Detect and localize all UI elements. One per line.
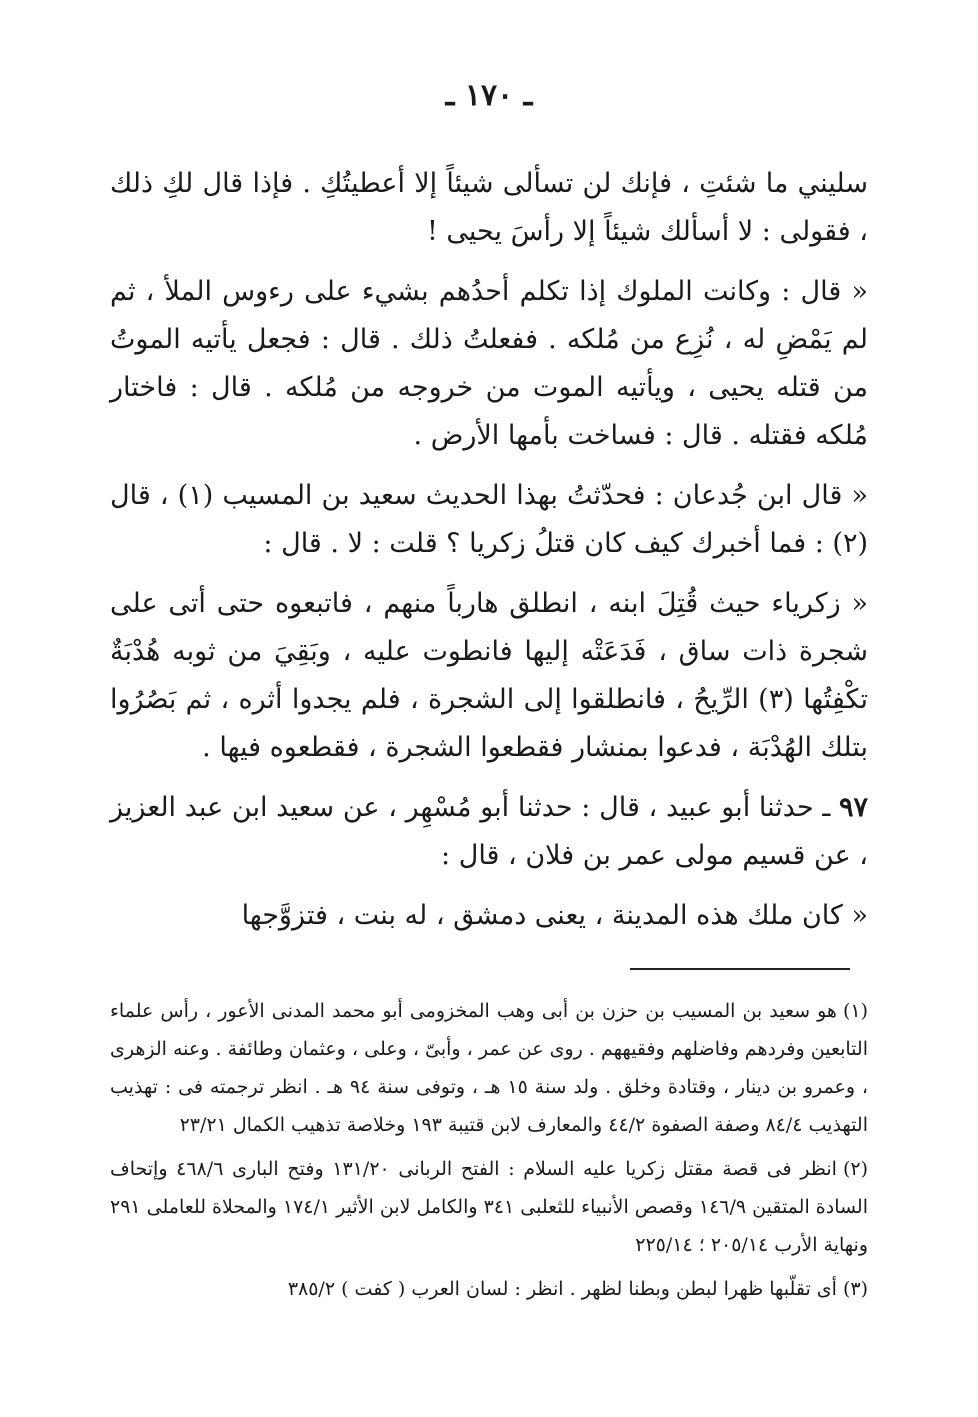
hadith-text: ـ حدثنا أبو عبيد ، قال : حدثنا أبو مُسْهِر ، عن سعيد ابن عبد العزيز ، عن قسيم مولى عمر بن فلان ، قال : <box>110 792 868 871</box>
paragraph: سليني ما شئتِ ، فإنك لن تسألى شيئاً إلا أعطيتُكِ . فإذا قال لكِ ذلك ، فقولى : لا أسألك شيئاً إلا رأسَ يحيى ! <box>110 168 868 247</box>
footnote-divider <box>630 968 850 970</box>
paragraph: « قال ابن جُدعان : فحدّثتُ بهذا الحديث سعيد بن المسيب (١) ، قال (٢) : فما أخبرك كيف كان قتلُ زكريا ؟ قلت : لا . قال : <box>110 480 868 559</box>
footnote-text: أى تقلّبها ظهرا لبطن وبطنا لظهر . انظر : لسان العرب ( كفت ) ٣٨٥/٢ <box>287 1278 837 1300</box>
footnotes-section <box>110 992 868 1314</box>
page-number: ـ ١٧٠ ـ <box>445 78 533 113</box>
hadith-paragraph <box>110 784 868 880</box>
paragraph: « قال : وكانت الملوك إذا تكلم أحدُهم بشيء على رءوس الملأ ، ثم لم يَمْضِ له ، نُزِع من مُلكه . ففعلتُ ذلك . قال : فجعل يأتيه الموتُ من قتله يحيى ، ويأتيه الموت من خروجه من مُلكه . قال : فاختار مُلكه فقتله . قال : فساخت بأمها الأرض . <box>110 276 868 451</box>
paragraph: « زكرياء حيث قُتِلَ ابنه ، انطلق هارباً منهم ، فاتبعوه حتى أتى على شجرة ذات ساق ، فَدَعَتْه إليها فانطوت عليه ، وبَقِيَ من ثوبه هُدْبَةٌ تكْفِتُها (٣) الرِّيحُ ، فانطلقوا إلى الشجرة ، فلم يجدوا أثره ، ثم بَصُرُوا بتلك الهُدْبَة ، فدعوا بمنشار فقطعوا الشجرة ، فقطعوه فيها . <box>110 588 868 763</box>
paragraph: « كان ملك هذه المدينة ، يعنى دمشق ، له بنت ، فتزوَّجها <box>241 900 868 931</box>
footnote <box>110 1270 868 1308</box>
footnote-marker: (٢) <box>842 1158 869 1180</box>
footnote <box>110 1150 868 1264</box>
footnote-text: انظر فى قصة مقتل زكريا عليه السلام : الفتح الربانى ١٣١/٢٠ وفتح البارى ٤٦٨/٦ وإتحاف السادة المتقين ١٤٦/٩ وقصص الأنبياء للثعلبى ٣٤١ والكامل لابن الأثير ١٧٤/١ والمحلاة للعاملى ٢٩١ ونهاية الأرب ٢٠٥/١٤ ؛ ٢٢٥/١٤ <box>110 1158 868 1256</box>
footnote-text: هو سعيد بن المسيب بن حزن بن أبى وهب المخزومى أبو محمد المدنى الأعور ، رأس علماء التابعين وفردهم وفاضلهم وفقيههم . روى عن عمر ، وأبىّ ، وعلى ، وعثمان وطائفة . وعنه الزهرى ، وعمرو بن دينار ، وقتادة وخلق . ولد سنة ١٥ هـ ، وتوفى سنة ٩٤ هـ . انظر ترجمته فى : تهذيب التهذيب ٨٤/٤ وصفة الصفوة ٤٤/٢ والمعارف لابن قتيبة ١٩٣ وخلاصة تذهيب الكمال ٢٣/٢١ <box>110 1000 868 1136</box>
footnote-marker: (١) <box>842 1000 868 1022</box>
hadith-number: ٩٧ <box>838 792 868 823</box>
main-text-body <box>110 160 868 952</box>
footnote-marker: (٣) <box>842 1278 868 1300</box>
footnote <box>110 992 868 1144</box>
